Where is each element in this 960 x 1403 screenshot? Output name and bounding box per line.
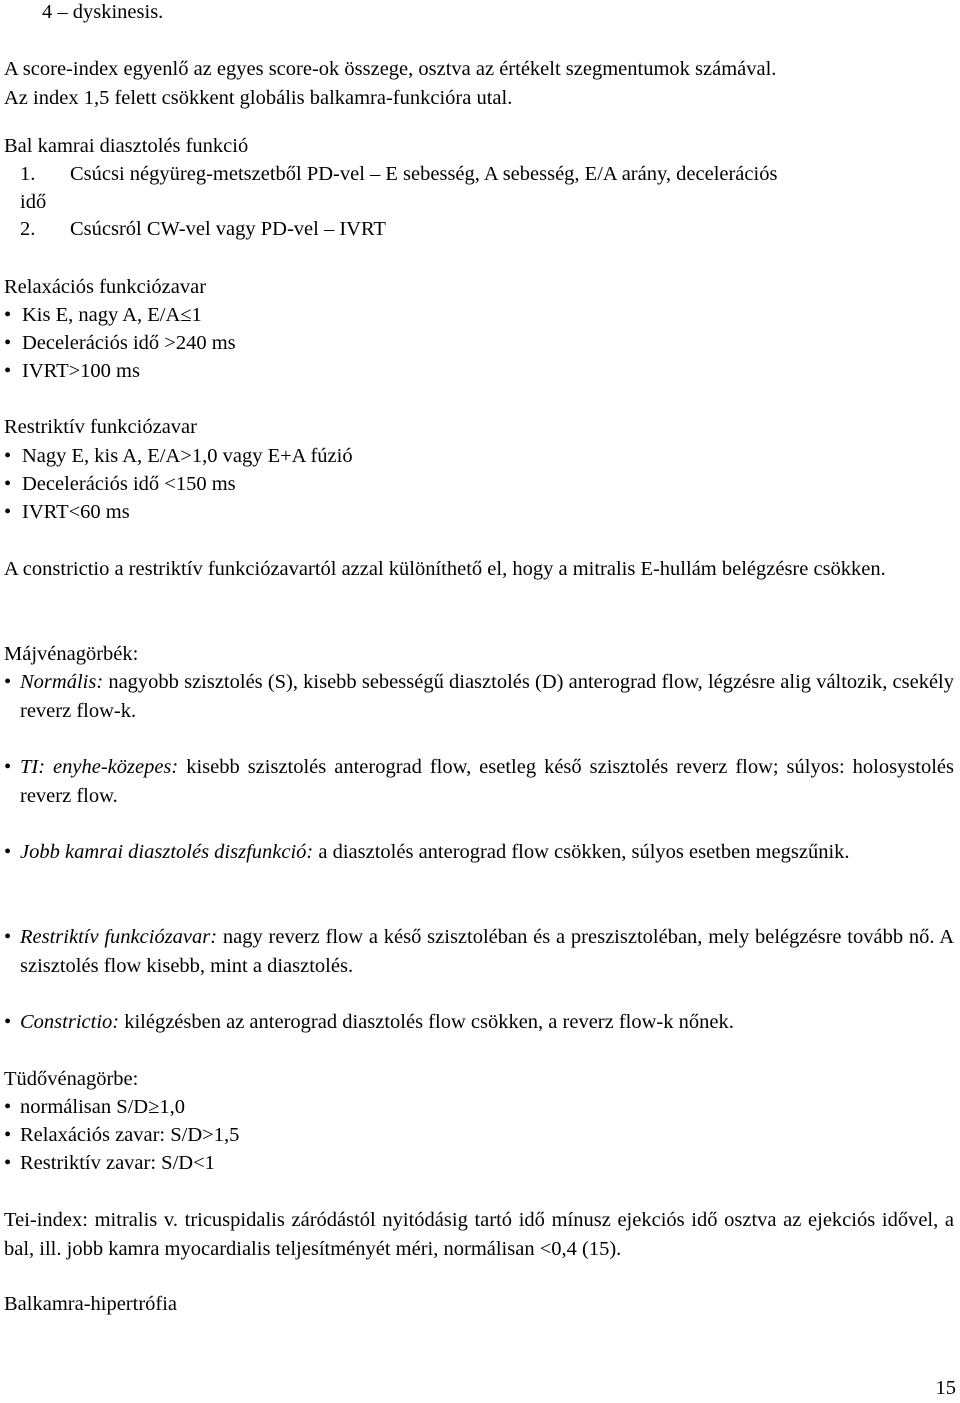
pulmonary-item <box>4 1121 239 1150</box>
item-text: nagy reverz flow a késő szisztoléban és a preszisztoléban, mely belégzésre tovább nő. A szisztolés flow kisebb, mint a diasztolés. <box>20 926 954 977</box>
constrictio-paragraph: A constrictio a restriktív funkciózavartól azzal különíthető el, hogy a mitralis E-hullám belégzésre csökken. <box>4 558 886 580</box>
liver-item-restrictive <box>20 923 954 980</box>
list-item-text: IVRT<60 ms <box>22 501 130 523</box>
bullet-icon: • <box>4 445 12 467</box>
item-label: Normális: <box>20 671 104 693</box>
item-label: TI: enyhe-közepes: <box>20 756 179 778</box>
liver-vein-heading: Májvénagörbék: <box>4 643 139 665</box>
item-label: Constrictio: <box>20 1011 120 1033</box>
list-item-text: Relaxációs zavar: S/D>1,5 <box>20 1124 240 1146</box>
diastolic-function-heading: Bal kamrai diasztolés funkció <box>4 135 249 157</box>
relaxation-item <box>4 329 236 358</box>
bullet-icon: • <box>4 332 12 354</box>
liver-item-ti-bullet: • <box>4 756 12 778</box>
pulmonary-vein-heading: Tüdővénagörbe: <box>4 1068 139 1090</box>
item-label: Restriktív funkciózavar: <box>20 926 218 948</box>
list-item-text: IVRT>100 ms <box>22 360 140 382</box>
relaxation-item <box>4 357 140 386</box>
lv-hypertrophy-heading: Balkamra-hipertrófia <box>4 1293 178 1315</box>
bullet-icon: • <box>4 1152 12 1174</box>
liver-item-restrictive-bullet: • <box>4 926 12 948</box>
relaxation-item <box>4 301 202 330</box>
item-text: Csúcsról CW-vel vagy PD-vel – IVRT <box>70 218 386 240</box>
tei-index-paragraph: Tei-index: mitralis v. tricuspidalis záródástól nyitódásig tartó idő mínusz ejekciós idő osztva az ejekciós idővel, a bal, ill. jobb kamra myocardialis teljesítményét méri, normálisan <0,4 (15). <box>4 1209 954 1260</box>
restrictive-item <box>4 498 130 527</box>
bullet-icon: • <box>4 360 12 382</box>
list-item-text: Kis E, nagy A, E/A≤1 <box>22 304 202 326</box>
list-item-text: Decelerációs idő <150 ms <box>22 473 236 495</box>
item-number: 2. <box>20 218 36 240</box>
score-index-paragraph-line2: Az index 1,5 felett csökkent globális balkamra-funkcióra utal. <box>4 87 513 109</box>
item-label: Jobb kamrai diasztolés diszfunkció: <box>20 841 314 863</box>
restrictive-heading: Restriktív funkciózavar <box>4 416 197 438</box>
liver-item-rv-bullet: • <box>4 841 12 863</box>
dyskinesis-item: 4 – dyskinesis. <box>42 1 164 23</box>
item-text: kilégzésben az anterograd diasztolés flow csökken, a reverz flow-k nőnek. <box>119 1011 734 1033</box>
diastolic-item-1 <box>20 160 777 189</box>
bullet-icon: • <box>4 501 12 523</box>
bullet-icon: • <box>4 473 12 495</box>
list-item-text: Restriktív zavar: S/D<1 <box>20 1152 215 1174</box>
relaxation-heading: Relaxációs funkciózavar <box>4 276 207 298</box>
pulmonary-item <box>4 1093 185 1122</box>
restrictive-item <box>4 442 353 471</box>
item-number: 1. <box>20 163 36 185</box>
bullet-icon: • <box>4 1096 12 1118</box>
score-index-paragraph-line1: A score-index egyenlő az egyes score-ok összege, osztva az értékelt szegmentumok számával. <box>4 58 777 80</box>
pulmonary-item <box>4 1149 215 1178</box>
item-text: a diasztolés anterograd flow csökken, súlyos esetben megszűnik. <box>313 841 850 863</box>
page-number: 15 <box>935 1377 956 1399</box>
diastolic-item-1-continued: idő <box>20 191 47 213</box>
list-item-text: normálisan S/D≥1,0 <box>20 1096 185 1118</box>
item-text: kisebb szisztolés anterograd flow, esetleg késő szisztolés reverz flow; súlyos: holosystolés reverz flow. <box>20 756 954 807</box>
diastolic-item-2 <box>20 215 386 244</box>
list-item-text: Decelerációs idő >240 ms <box>22 332 236 354</box>
item-text: Csúcsi négyüreg-metszetből PD-vel – E sebesség, A sebesség, E/A arány, decelerációs <box>70 163 778 185</box>
bullet-icon: • <box>4 304 12 326</box>
item-text: nagyobb szisztolés (S), kisebb sebességű diasztolés (D) anterograd flow, légzésre alig változik, csekély reverz flow-k. <box>20 671 954 722</box>
liver-item-normal-bullet: • <box>4 671 12 693</box>
list-item-text: Nagy E, kis A, E/A>1,0 vagy E+A fúzió <box>22 445 353 467</box>
bullet-icon: • <box>4 1124 12 1146</box>
liver-item-constrictio <box>4 1008 734 1037</box>
liver-item-rv-dysfunction <box>20 838 954 867</box>
liver-item-normal <box>20 668 954 725</box>
liver-item-ti <box>20 753 954 810</box>
bullet-icon: • <box>4 1011 12 1033</box>
restrictive-item <box>4 470 236 499</box>
